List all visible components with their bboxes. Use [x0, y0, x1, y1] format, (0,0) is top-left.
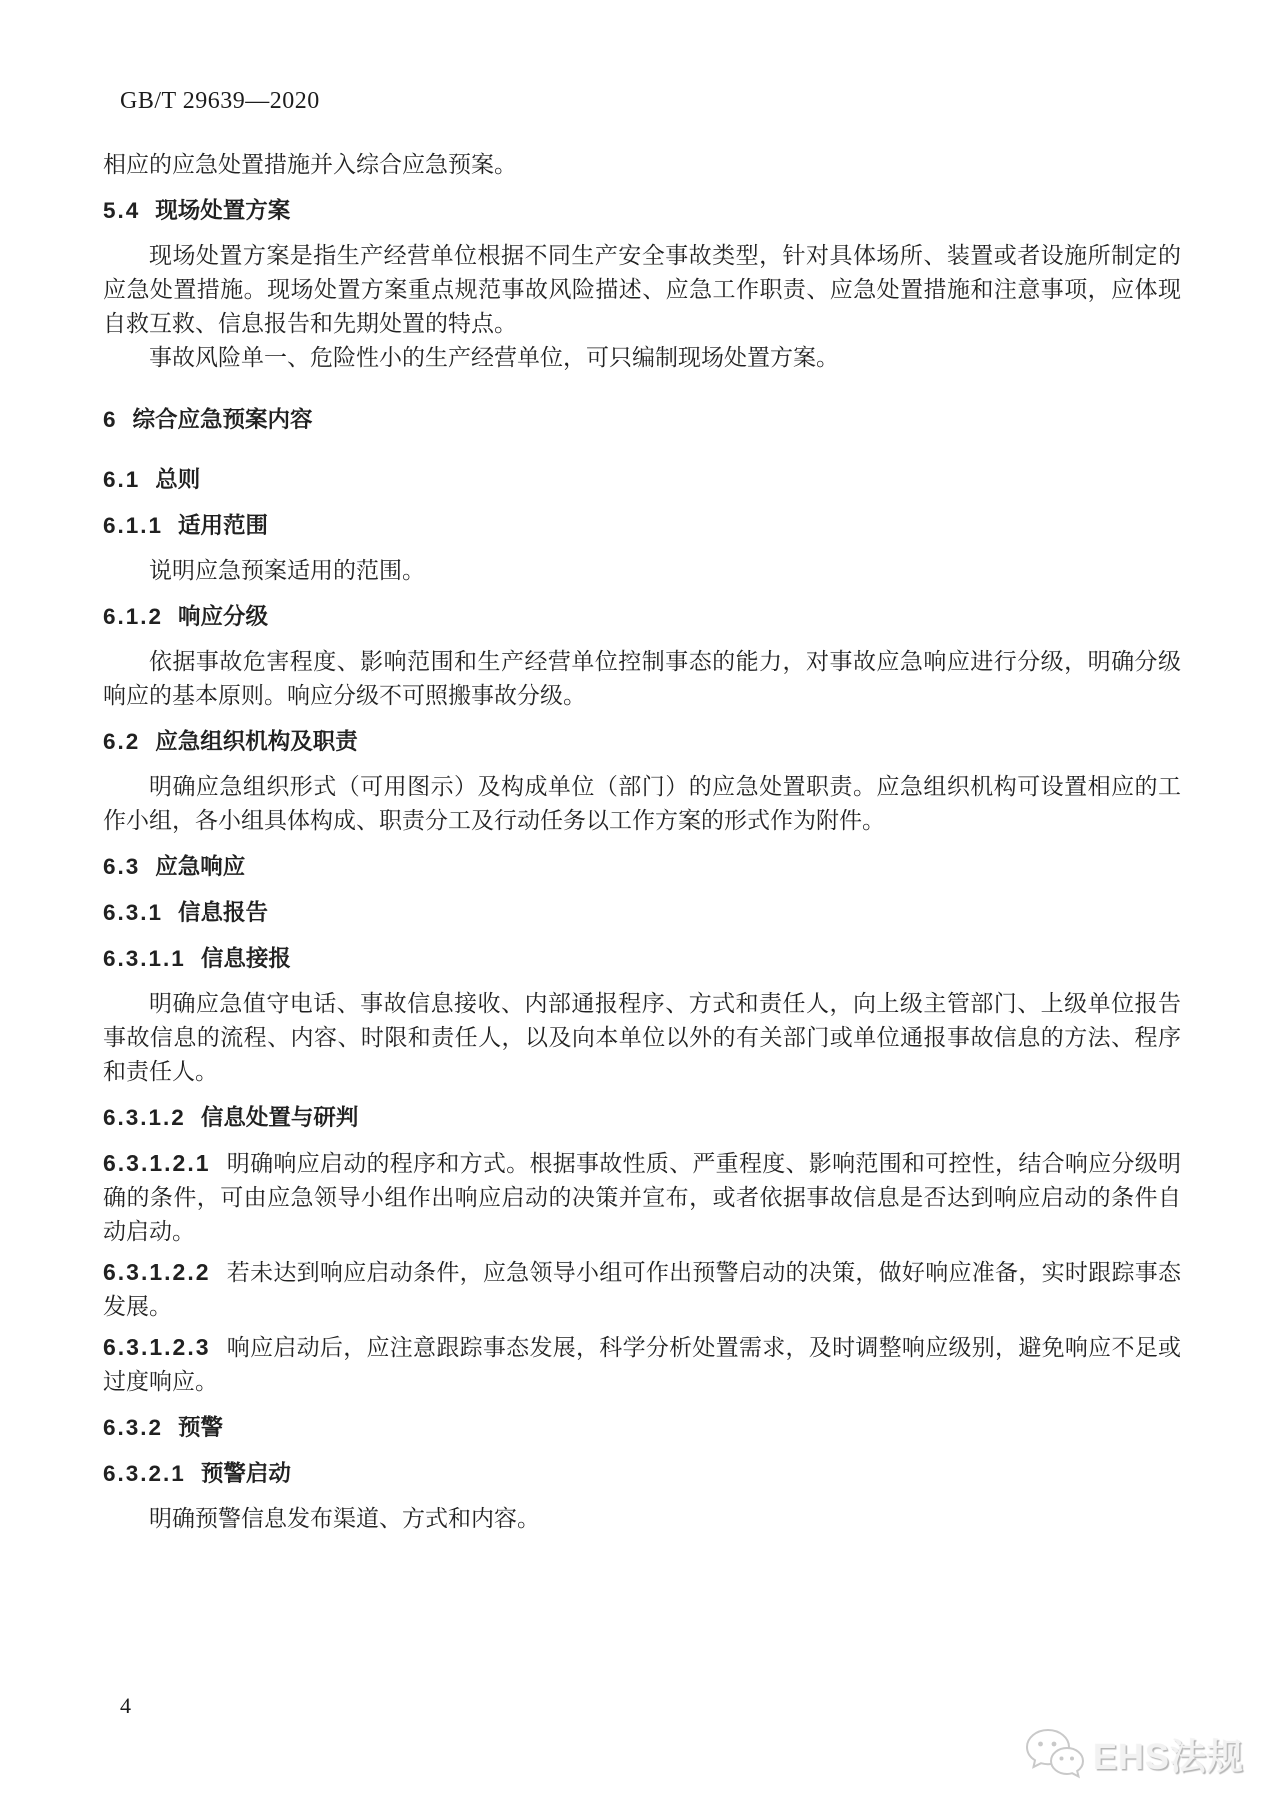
heading-6-3 [103, 850, 1181, 884]
heading-title: 适用范围 [178, 513, 269, 538]
heading-number: 6 [103, 407, 118, 432]
heading-number: 6.3.1.2 [103, 1105, 186, 1130]
heading-title: 综合应急预案内容 [132, 407, 313, 432]
paragraph: 明确应急组织形式（可用图示）及构成单位（部门）的应急处置职责。应急组织机构可设置相应的工作小组，各小组具体构成、职责分工及行动任务以工作方案的形式作为附件。 [103, 774, 1181, 833]
heading-title: 现场处置方案 [155, 198, 291, 223]
heading-title: 总则 [155, 467, 201, 492]
heading-number: 6.3.1.1 [103, 946, 186, 971]
document-body [103, 148, 1181, 1536]
heading-6-3-1-1 [103, 942, 1181, 976]
heading-6-1 [103, 463, 1181, 497]
clause-6-3-1-2-2 [103, 1255, 1181, 1324]
heading-6-3-2-1 [103, 1457, 1181, 1491]
heading-number: 6.3 [103, 854, 141, 879]
heading-title: 预警启动 [200, 1461, 291, 1486]
heading-title: 应急响应 [155, 854, 246, 879]
paragraph: 明确预警信息发布渠道、方式和内容。 [149, 1506, 540, 1531]
heading-number: 6.1.1 [103, 513, 164, 538]
heading-number: 6.3.2 [103, 1415, 164, 1440]
heading-6 [103, 403, 1181, 437]
watermark [1023, 1726, 1244, 1782]
clause-text: 明确响应启动的程序和方式。根据事故性质、严重程度、影响范围和可控性，结合响应分级明确的条件，可由应急领导小组作出响应启动的决策并宣布，或者依据事故信息是否达到响应启动的条件自动启动。 [103, 1151, 1181, 1244]
heading-number: 6.2 [103, 729, 141, 754]
paragraph: 事故风险单一、危险性小的生产经营单位，可只编制现场处置方案。 [149, 345, 839, 370]
heading-title: 信息处置与研判 [200, 1105, 359, 1130]
heading-title: 信息接报 [200, 946, 291, 971]
heading-5-4 [103, 194, 1181, 228]
heading-6-3-1-2 [103, 1101, 1181, 1135]
clause-text: 若未达到响应启动条件，应急领导小组可作出预警启动的决策，做好响应准备，实时跟踪事态发展。 [103, 1260, 1181, 1319]
heading-6-1-2 [103, 600, 1181, 634]
heading-number: 6.3.1 [103, 900, 164, 925]
paragraph: 明确应急值守电话、事故信息接收、内部通报程序、方式和责任人，向上级主管部门、上级单位报告事故信息的流程、内容、时限和责任人，以及向本单位以外的有关部门或单位通报事故信息的方法、程序和责任人。 [103, 991, 1181, 1084]
heading-number: 6.1 [103, 467, 141, 492]
watermark-text: EHS法规 [1092, 1735, 1244, 1777]
heading-title: 响应分级 [178, 604, 269, 629]
heading-number: 6.3.2.1 [103, 1461, 186, 1486]
clause-6-3-1-2-1 [103, 1146, 1181, 1249]
heading-title: 应急组织机构及职责 [155, 729, 358, 754]
clause-text: 响应启动后，应注意跟踪事态发展，科学分析处置需求，及时调整响应级别，避免响应不足或过度响应。 [103, 1335, 1181, 1394]
clause-number: 6.3.1.2.1 [103, 1150, 211, 1176]
heading-title: 信息报告 [178, 900, 269, 925]
standard-number-header: GB/T 29639—2020 [120, 88, 320, 114]
paragraph: 现场处置方案是指生产经营单位根据不同生产安全事故类型，针对具体场所、装置或者设施所制定的应急处置措施。现场处置方案重点规范事故风险描述、应急工作职责、应急处置措施和注意事项，应体现自救互救、信息报告和先期处置的特点。 [103, 243, 1181, 336]
heading-title: 预警 [178, 1415, 224, 1440]
clause-number: 6.3.1.2.3 [103, 1334, 211, 1360]
clause-6-3-1-2-3 [103, 1330, 1181, 1399]
paragraph: 相应的应急处置措施并入综合应急预案。 [103, 152, 517, 177]
heading-6-3-1 [103, 896, 1181, 930]
page-number: 4 [120, 1693, 131, 1718]
heading-number: 5.4 [103, 198, 141, 223]
heading-6-3-2 [103, 1411, 1181, 1445]
heading-6-2 [103, 725, 1181, 759]
paragraph: 依据事故危害程度、影响范围和生产经营单位控制事态的能力，对事故应急响应进行分级，明确分级响应的基本原则。响应分级不可照搬事故分级。 [103, 649, 1181, 708]
heading-6-1-1 [103, 509, 1181, 543]
wechat-icon [1023, 1726, 1085, 1782]
heading-number: 6.1.2 [103, 604, 164, 629]
paragraph: 说明应急预案适用的范围。 [149, 558, 425, 583]
clause-number: 6.3.1.2.2 [103, 1259, 211, 1285]
